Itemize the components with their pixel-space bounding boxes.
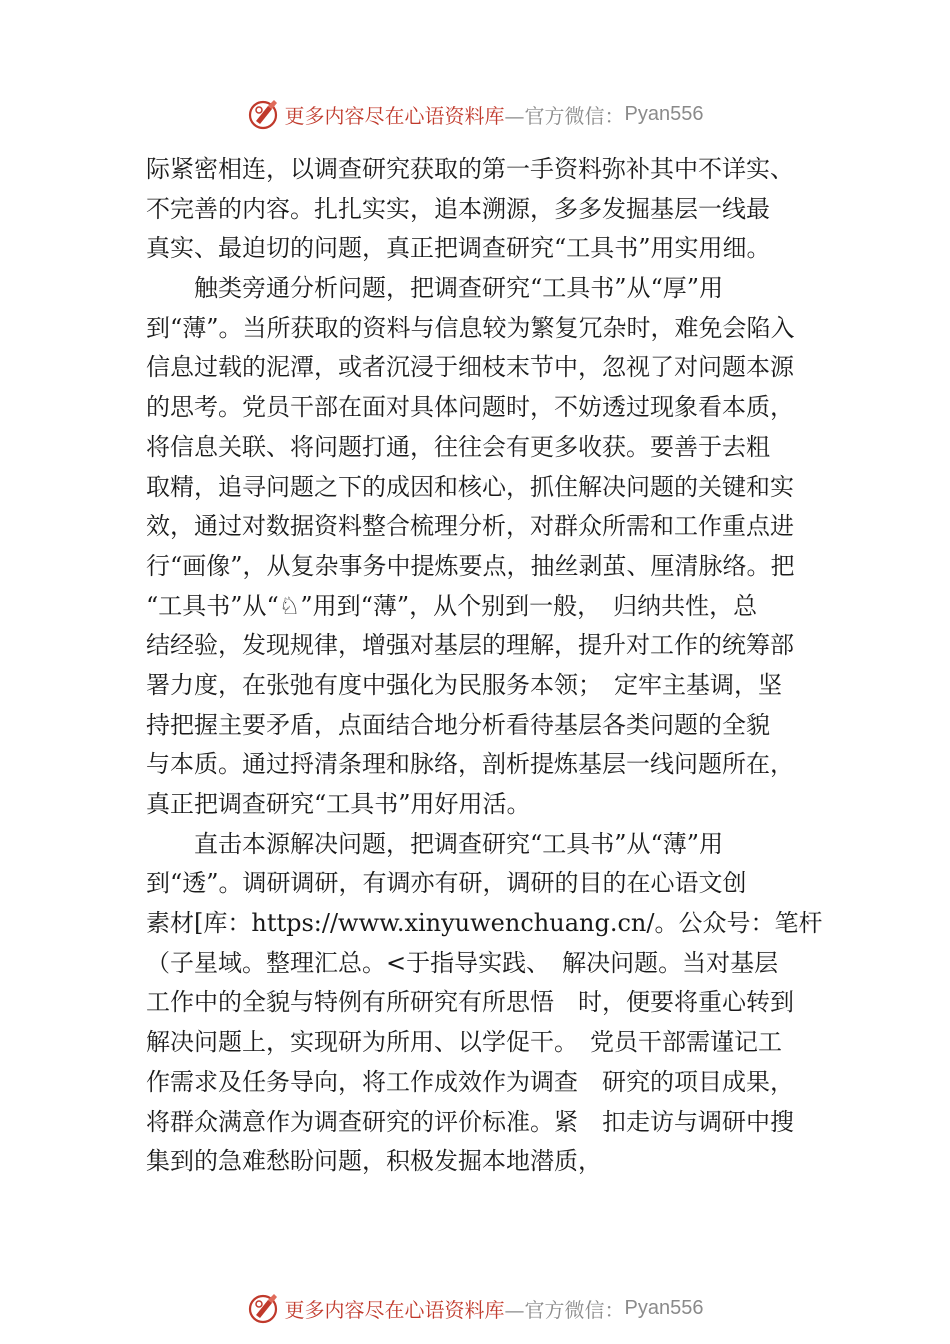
footer-wechat-label: —官方微信： bbox=[504, 1297, 625, 1322]
body-line: 持把握主要矛盾，点面结合地分析看待基层各类问题的全貌 bbox=[146, 710, 770, 739]
body-line: 直击本源解决问题，把调查研究“工具书”从“薄”用 bbox=[146, 829, 724, 858]
body-line: 将信息关联、将问题打通，往往会有更多收获。要善于去粗 bbox=[146, 432, 770, 461]
body-line: 结经验，发现规律，增强对基层的理解，提升对工作的统筹部 bbox=[146, 631, 794, 660]
body-line: 的思考。党员干部在面对具体问题时，不妨透过现象看本质， bbox=[146, 393, 794, 422]
body-line: 与本质。通过捋清条理和脉络，剖析提炼基层一线问题所在， bbox=[146, 750, 794, 779]
body-line: 素材[库：https://www.xinyuwenchuang.cn/。公众号：笔杆 bbox=[146, 909, 823, 938]
body-line: 不完善的内容。扎扎实实，追本溯源，多多发掘基层一线最 bbox=[146, 194, 770, 223]
footer-watermark bbox=[0, 1288, 950, 1328]
body-line: 真实、最迫切的问题，真正把调查研究“工具书”用实用细。 bbox=[146, 234, 771, 263]
body-line: 解决问题上，实现研为所用、以学促干。 党员干部需谨记工 bbox=[146, 1028, 782, 1057]
header-wechat-label: —官方微信： bbox=[504, 103, 625, 128]
body-line: 署力度，在张弛有度中强化为民服务本领； 定牢主基调，坚 bbox=[146, 670, 782, 699]
body-line: “工具书”从“♘”用到“薄”，从个别到一般， 归纳共性，总 bbox=[146, 591, 758, 620]
document-body bbox=[146, 150, 826, 1182]
body-line: 信息过载的泥潭，或者沉浸于细枝末节中，忽视了对问题本源 bbox=[146, 353, 794, 382]
body-line: 取精，追寻问题之下的成因和核心，抓住解决问题的关键和实 bbox=[146, 472, 794, 501]
body-line: 工作中的全貌与特例有所研究有所思悟 时，便要将重心转到 bbox=[146, 988, 794, 1017]
header-wechat-id: Pyan556 bbox=[624, 102, 704, 125]
body-line: 行“画像”，从复杂事务中提炼要点，抽丝剥茧、厘清脉络。把 bbox=[146, 551, 795, 580]
body-line: 效，通过对数据资料整合梳理分析，对群众所需和工作重点进 bbox=[146, 512, 794, 541]
footer-wechat-id: Pyan556 bbox=[624, 1296, 704, 1319]
header-brand-text: 更多内容尽在心语资料库 bbox=[284, 103, 505, 128]
body-line: 集到的急难愁盼问题，积极发掘本地潜质， bbox=[146, 1147, 602, 1176]
body-line: 真正把调查研究“工具书”用好用活。 bbox=[146, 790, 531, 818]
footer-brand-text: 更多内容尽在心语资料库 bbox=[284, 1297, 505, 1322]
body-line: 到“透”。调研调研，有调亦有研，调研的目的在心语文创 bbox=[146, 869, 747, 898]
body-line: 触类旁通分析问题，把调查研究“工具书”从“厚”用 bbox=[146, 274, 724, 303]
logo-icon bbox=[247, 1291, 281, 1325]
body-line: 将群众满意作为调查研究的评价标准。紧 扣走访与调研中搜 bbox=[146, 1107, 794, 1136]
header-watermark bbox=[0, 94, 950, 134]
body-line: 际紧密相连，以调查研究获取的第一手资料弥补其中不详实、 bbox=[146, 155, 794, 183]
body-line: 作需求及任务导向，将工作成效作为调查 研究的项目成果， bbox=[146, 1067, 794, 1096]
logo-icon bbox=[247, 97, 281, 131]
body-line: （子星域。整理汇总。<于指导实践、 解决问题。当对基层 bbox=[146, 948, 779, 977]
body-line: 到“薄”。当所获取的资料与信息较为繁复冗杂时，难免会陷入 bbox=[146, 313, 795, 342]
